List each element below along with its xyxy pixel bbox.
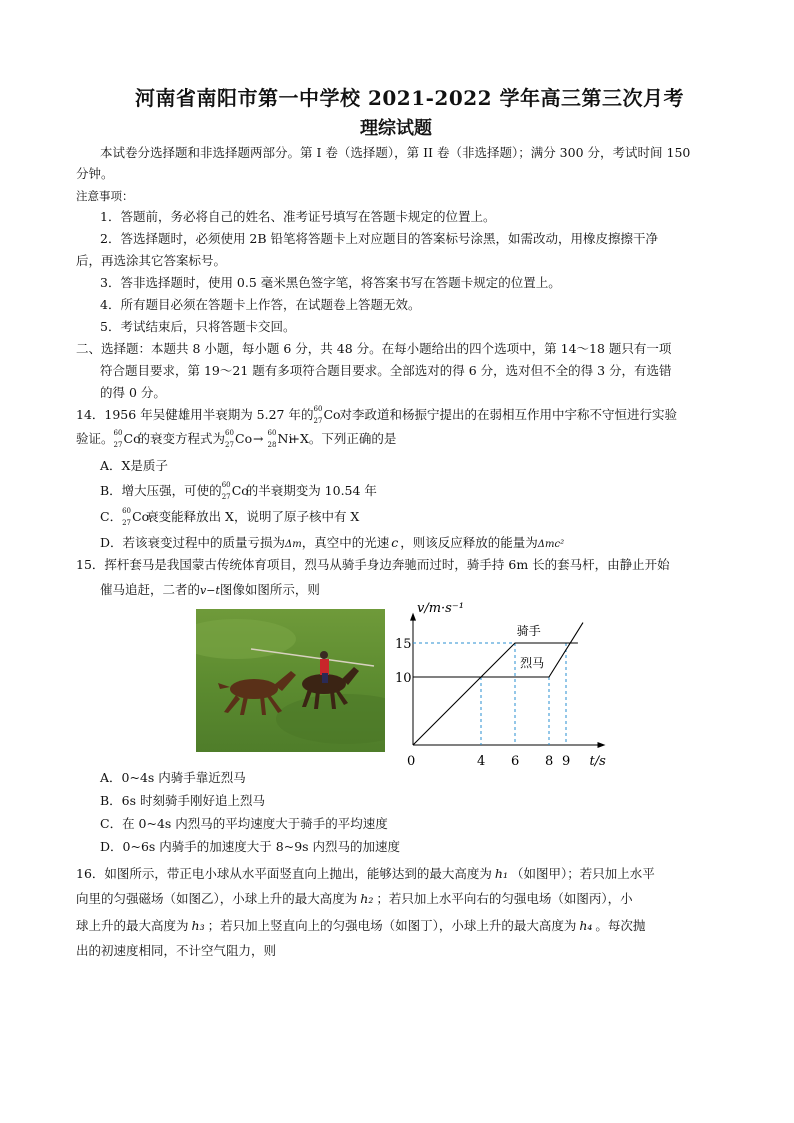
- nuclide-co60: 60 27 Co: [221, 481, 249, 501]
- horse-riding-photo: [196, 609, 385, 752]
- series-label-horse: 烈马: [520, 656, 545, 670]
- series-line-rider: [413, 643, 578, 745]
- section-heading-line-2: 符合题目要求，第 19～21 题有多项符合题目要求。全部选对的得 6 分，选对但不全的得 3 分，有选错: [100, 363, 672, 378]
- q14-line-2: 验证。 60 27 Co的衰变方程式为 60 27 Co→ 60 28 Ni+X。下列正确的是: [76, 429, 397, 449]
- q15-option-b: B．6s 时刻骑手刚好追上烈马: [100, 793, 266, 808]
- section-heading-line-1: 二、选择题：本题共 8 小题，每小题 6 分，共 48 分。在每小题给出的四个选项中，第 14～18 题只有一项: [76, 341, 672, 356]
- q14-option-c: C． 60 27 Co衰变能释放出 X，说明了原子核中有 X: [100, 507, 360, 527]
- x-tick-label: 4: [477, 754, 486, 769]
- section-heading-line-3: 的得 0 分。: [100, 385, 166, 400]
- y-tick-label: 15: [395, 637, 412, 652]
- x-tick-label: 8: [545, 754, 554, 769]
- intro-line-2: 分钟。: [76, 166, 114, 181]
- x-tick-label: 9: [562, 754, 571, 769]
- x-axis-arrow: [598, 742, 606, 748]
- series-line-horse: [413, 623, 583, 677]
- q14-line-1: 14．1956 年吴健雄用半衰期为 5.27 年的 60 27 Co对李政道和杨振宁提出的在弱相互作用中宇称不守恒进行实验: [76, 405, 677, 425]
- nuclide-co60: 60 27 Co: [225, 429, 253, 449]
- nuclide-ni60: 60 28 Ni: [267, 429, 293, 449]
- notes-heading: 注意事项：: [76, 189, 134, 203]
- x-axis-label: t/s: [589, 754, 606, 769]
- nuclide-co60: 60 27 Co: [113, 429, 141, 449]
- y-tick-label: 10: [395, 671, 412, 686]
- q16-line-1: 16．如图所示，带正电小球从水平面竖直向上抛出，能够达到的最大高度为 h₁ （如图甲）；若只加上水平: [76, 866, 655, 881]
- q14-option-d: D．若该衰变过程中的质量亏损为Δm，真空中的光速 c ，则该反应释放的能量为Δmc²: [100, 535, 565, 550]
- q15-line-2: 催马追赶，二者的v−t图像如图所示，则: [100, 582, 320, 597]
- q16-line-4: 出的初速度相同，不计空气阻力，则: [76, 943, 277, 958]
- y-axis-label: v/m·s⁻¹: [417, 601, 464, 616]
- note-item: 4．所有题目必须在答题卡上作答，在试题卷上答题无效。: [100, 297, 421, 312]
- page-subtitle: 理综试题: [360, 118, 432, 139]
- x-tick-label: 6: [511, 754, 520, 769]
- page-title: 河南省南阳市第一中学校 2021-2022 学年高三第三次月考: [135, 86, 685, 110]
- q16-line-2: 向里的匀强磁场（如图乙），小球上升的最大高度为 h₂ ；若只加上水平向右的匀强电场（如图丙），小: [76, 891, 633, 906]
- vt-chart: [393, 600, 623, 772]
- q15-line-1: 15．挥杆套马是我国蒙古传统体育项目，烈马从骑手身边奔驰而过时，骑手持 6m 长的套马杆，由静止开始: [76, 557, 670, 572]
- note-item: 后，再选涂其它答案标号。: [76, 253, 227, 268]
- nuclide-co60: 60 27 Co: [313, 405, 341, 425]
- note-item: 1．答题前，务必将自己的姓名、准考证号填写在答题卡规定的位置上。: [100, 209, 496, 224]
- q14-option-a: A．X是质子: [100, 458, 168, 473]
- photo-drawing: [196, 609, 385, 752]
- note-item: 2．答选择题时，必须使用 2B 铅笔将答题卡上对应题目的答案标号涂黑，如需改动，用橡皮擦擦干净: [100, 231, 659, 246]
- series-label-rider: 骑手: [516, 624, 541, 638]
- nuclide-co60: 60 27 Co: [122, 507, 150, 527]
- q15-option-d: D．0~6s 内骑手的加速度大于 8~9s 内烈马的加速度: [100, 839, 401, 854]
- intro-line-1: 本试卷分选择题和非选择题两部分。第 I 卷（选择题），第 II 卷（非选择题）；满分 300 分，考试时间 150: [100, 145, 691, 160]
- note-item: 5．考试结束后，只将答题卡交回。: [100, 319, 296, 334]
- y-axis-arrow: [410, 613, 416, 621]
- q15-option-a: A．0~4s 内骑手靠近烈马: [100, 770, 246, 785]
- q14-option-b: B．增大压强，可使的 60 27 Co的半衰期变为 10.54 年: [100, 481, 377, 501]
- note-item: 3．答非选择题时，使用 0.5 毫米黑色签字笔，将答案书写在答题卡规定的位置上。: [100, 275, 561, 290]
- q16-line-3: 球上升的最大高度为 h₃ ；若只加上竖直向上的匀强电场（如图丁），小球上升的最大高度为 h₄ 。每次抛: [76, 918, 646, 933]
- q15-option-c: C．在 0~4s 内烈马的平均速度大于骑手的平均速度: [100, 816, 388, 831]
- origin-label: 0: [407, 754, 416, 769]
